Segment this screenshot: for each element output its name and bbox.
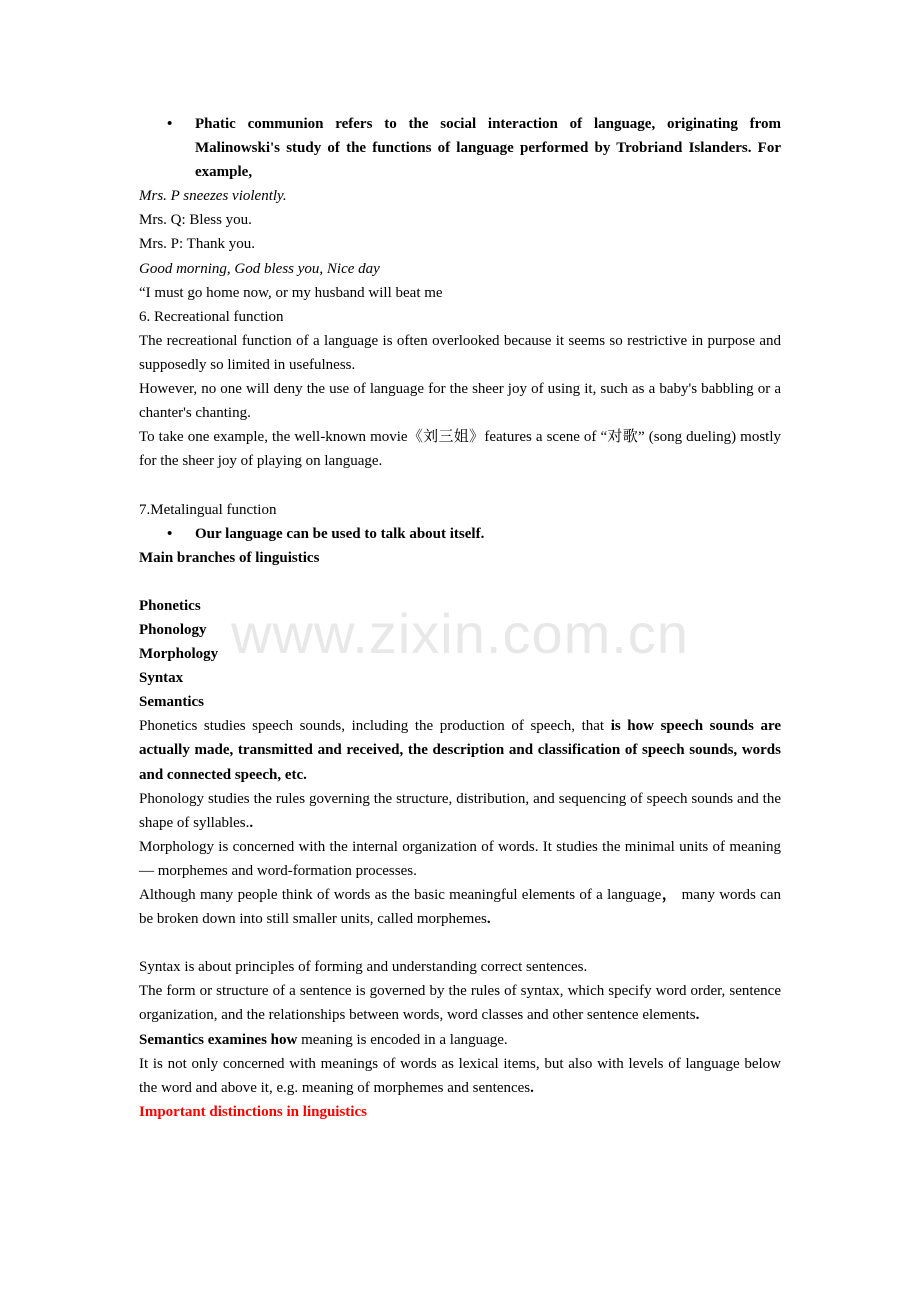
syntax-end: .	[695, 1007, 700, 1024]
semantics-bold: Semantics examines how	[139, 1031, 298, 1048]
section-heading-metalingual: 7.Metalingual function	[139, 501, 277, 518]
branch-item: Phonology	[139, 621, 207, 638]
paragraph: However, no one will deny the use of language for the sheer joy of using it, such as a baby's babbling or a chanter's chanting.	[139, 381, 781, 422]
phonetics-plain: Phonetics studies speech sounds, including the production of speech, that	[139, 718, 611, 735]
paragraph: To take one example, the well-known movie《刘三姐》features a scene of “对歌” (song dueling) mostly for the sheer joy of playing on language.	[139, 429, 781, 470]
document-body	[139, 112, 781, 1124]
phonetics-paragraph	[139, 714, 781, 786]
syntax-paragraph: Syntax is about principles of forming and understanding correct sentences.	[139, 959, 588, 976]
dialogue-line: Mrs. P: Thank you.	[139, 236, 255, 253]
dialogue-line: Mrs. Q: Bless you.	[139, 212, 252, 229]
phonology-bold-end: .	[249, 814, 254, 831]
branch-item: Morphology	[139, 646, 219, 663]
section-heading-recreational: 6. Recreational function	[139, 308, 284, 325]
spacer	[139, 570, 781, 594]
spacer	[139, 931, 781, 955]
morphology-paragraph: Morphology is concerned with the internal organization of words. It studies the minimal units of meaning — morphemes and word-formation processes.	[139, 838, 781, 879]
bullet-icon: •	[167, 116, 173, 132]
semantics-text: It is not only concerned with meanings of words as lexical items, but also with levels of language below the word and above it, e.g. meaning of morphemes and sentences	[139, 1055, 781, 1096]
watermark: www.zixin.com.cn	[231, 602, 689, 665]
phonology-plain: Phonology studies the rules governing the structure, distribution, and sequencing of speech sounds and the shape of syllables.	[139, 790, 781, 831]
semantics-paragraph	[139, 1028, 781, 1052]
semantics-paragraph-2	[139, 1052, 781, 1100]
phonetics-bold: is how speech sounds are actually made, transmitted and received, the description and classification of speech sounds, words and connected speech, etc.	[139, 718, 781, 783]
branches-heading: Main branches of linguistics	[139, 549, 320, 566]
morphology-text-b: many words can be broken down into still smaller units, called morphemes	[139, 887, 781, 928]
branch-item: Semantics	[139, 694, 204, 711]
bullet-phatic-communion	[139, 112, 781, 184]
bullet-icon: •	[167, 525, 173, 542]
bullet-metalingual	[139, 522, 781, 546]
paragraph: The recreational function of a language is often overlooked because it seems so restrictive in purpose and supposedly so limited in usefulness.	[139, 332, 781, 373]
phonology-paragraph	[139, 787, 781, 835]
dialogue-line: Good morning, God bless you, Nice day	[139, 260, 380, 277]
morphology-text-a: Although many people think of words as the basic meaningful elements of a language	[139, 887, 662, 903]
distinctions-heading: Important distinctions in linguistics	[139, 1103, 367, 1120]
morphology-end: .	[486, 911, 491, 928]
dialogue-line: “I must go home now, or my husband will beat me	[139, 284, 443, 301]
semantics-end: .	[530, 1079, 534, 1096]
spacer	[139, 473, 781, 497]
syntax-paragraph-2	[139, 979, 781, 1027]
phatic-communion-text: Phatic communion refers to the social interaction of language, originating from Malinowski's study of the functions of language performed by Trobriand Islanders. For example,	[195, 116, 781, 181]
branch-item: Syntax	[139, 670, 184, 687]
morphology-paragraph-2	[139, 883, 781, 931]
morphology-comma: ，	[661, 887, 678, 903]
branch-item: Phonetics	[139, 597, 201, 614]
dialogue-line: Mrs. P sneezes violently.	[139, 188, 287, 205]
semantics-rest: meaning is encoded in a language.	[297, 1031, 508, 1048]
metalingual-text: Our language can be used to talk about itself.	[195, 525, 485, 542]
syntax-text: The form or structure of a sentence is governed by the rules of syntax, which specify word order, sentence organization, and the relationships between words, word classes and other sentence elements	[139, 983, 781, 1024]
